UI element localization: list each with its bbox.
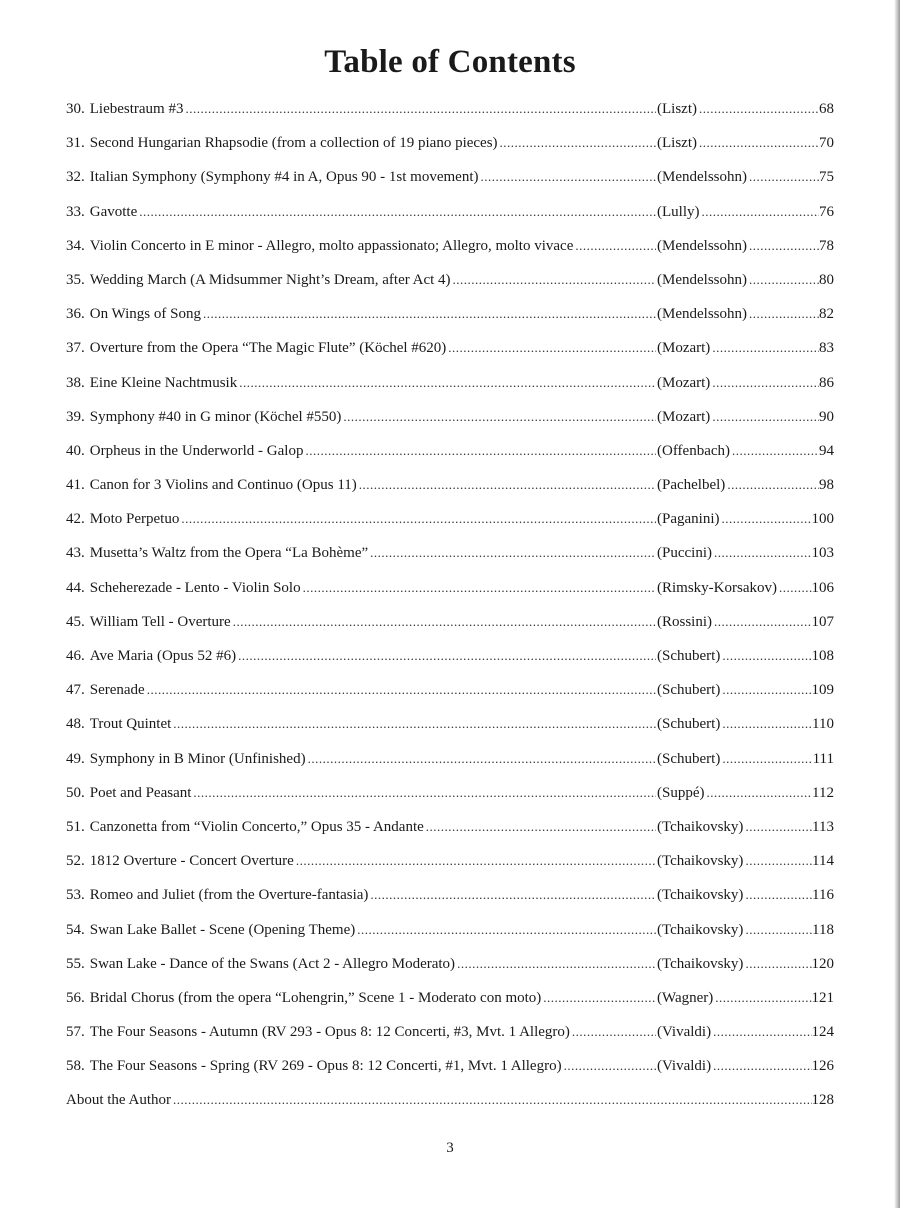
toc-entry-page: 107 — [811, 613, 834, 630]
toc-entry-page: 126 — [811, 1058, 834, 1075]
toc-entry-title-segment — [66, 475, 656, 495]
dot-leader — [745, 851, 812, 871]
toc-entry-number: 54. — [66, 921, 85, 938]
toc-entry-composer: (Liszt) — [657, 135, 697, 152]
toc-entry-title: Canon for 3 Violins and Continuo (Opus 11) — [89, 477, 357, 494]
toc-entry-title-segment — [66, 612, 656, 632]
toc-entry-composer-segment — [656, 1022, 834, 1042]
toc-entry-number: 57. — [66, 1024, 85, 1041]
toc-entry-page: 94 — [819, 442, 834, 459]
toc-entry-number: 50. — [66, 784, 85, 801]
toc-entry-composer-segment — [656, 1056, 834, 1076]
toc-entry-composer: (Mendelssohn) — [657, 271, 747, 288]
dot-leader — [203, 304, 656, 324]
toc-entry-number: 42. — [66, 511, 85, 528]
toc-entry-page: 106 — [811, 579, 834, 596]
toc-entry — [66, 851, 834, 885]
dot-leader — [181, 509, 656, 529]
toc-entry-number: 40. — [66, 442, 85, 459]
toc-entry-composer-segment — [656, 988, 834, 1008]
toc-entry-title: Bridal Chorus (from the opera “Lohengrin,” Scene 1 - Moderato con moto) — [89, 989, 542, 1006]
toc-entry-title-segment — [66, 202, 656, 222]
toc-entry-page: 112 — [812, 784, 834, 801]
dot-leader — [749, 270, 819, 290]
toc-entry-page: 121 — [811, 989, 834, 1006]
toc-entry-composer-segment — [656, 714, 834, 734]
toc-entry-title-segment — [66, 646, 656, 666]
table-of-contents — [66, 99, 834, 1125]
toc-entry — [66, 954, 834, 988]
toc-entry-number: 53. — [66, 887, 85, 904]
toc-entry-title-segment — [66, 509, 656, 529]
toc-entry-page: 111 — [812, 750, 834, 767]
dot-leader — [749, 236, 819, 256]
toc-entry-page: 70 — [819, 135, 834, 152]
toc-entry-composer-segment — [656, 270, 834, 290]
toc-entry-composer-segment — [656, 920, 834, 940]
toc-entry-composer: (Tchaikovsky) — [657, 955, 744, 972]
dot-leader — [745, 954, 811, 974]
toc-entry-composer: (Schubert) — [657, 682, 721, 699]
dot-leader — [721, 509, 811, 529]
toc-entry-title: Symphony in B Minor (Unfinished) — [89, 750, 306, 767]
toc-entry-number: 52. — [66, 853, 85, 870]
toc-entry-page: 103 — [811, 545, 834, 562]
toc-entry-composer: (Suppé) — [657, 784, 705, 801]
dot-leader — [370, 885, 656, 905]
toc-entry-title: Romeo and Juliet (from the Overture-fantasia) — [89, 887, 369, 904]
toc-entry — [66, 578, 834, 612]
toc-entry-title: Canzonetta from “Violin Concerto,” Opus 35 - Andante — [89, 818, 424, 835]
toc-entry-page: 98 — [819, 477, 834, 494]
toc-entry-page: 120 — [811, 955, 834, 972]
toc-entry-page: 113 — [812, 818, 834, 835]
toc-entry-title-segment — [66, 920, 656, 940]
dot-leader — [359, 475, 656, 495]
toc-entry-composer: (Mozart) — [657, 340, 711, 357]
toc-entry-page: 110 — [812, 716, 834, 733]
dot-leader — [343, 407, 656, 427]
dot-leader — [722, 749, 812, 769]
toc-entry-composer-segment — [656, 509, 834, 529]
toc-entry-page: 116 — [812, 887, 834, 904]
toc-entry-title-segment — [66, 1056, 656, 1076]
dot-leader — [779, 578, 812, 598]
toc-entry-title-segment — [66, 1022, 656, 1042]
page-number: 3 — [446, 1140, 454, 1156]
dot-leader — [564, 1056, 656, 1076]
toc-entry-page: 108 — [811, 648, 834, 664]
toc-entry-composer: (Mendelssohn) — [657, 237, 747, 254]
dot-leader — [448, 338, 656, 358]
toc-entry-number: 46. — [66, 648, 85, 664]
toc-entry-title: Liebestraum #3 — [89, 101, 184, 117]
dot-leader — [722, 714, 812, 734]
dot-leader — [732, 441, 819, 461]
toc-entry-page: 76 — [819, 203, 834, 220]
toc-entry-page: 114 — [812, 853, 834, 870]
toc-entry-title-segment — [66, 133, 656, 153]
toc-entry-number: 33. — [66, 203, 85, 220]
toc-entry-composer: (Tchaikovsky) — [657, 921, 744, 938]
dot-leader — [702, 202, 820, 222]
toc-entry-composer: (Lully) — [657, 203, 700, 220]
toc-entry-composer: (Rimsky-Korsakov) — [657, 579, 777, 596]
toc-entry-title: Moto Perpetuo — [89, 511, 180, 528]
toc-entry — [66, 646, 834, 680]
dot-leader — [303, 578, 656, 598]
toc-entry-composer: (Schubert) — [657, 750, 721, 767]
toc-entry-page: 80 — [819, 271, 834, 288]
toc-entry-composer: (Puccini) — [657, 545, 712, 562]
toc-entry-number: 47. — [66, 682, 85, 699]
toc-entry — [66, 543, 834, 577]
toc-entry-title: Gavotte — [89, 203, 138, 220]
toc-entry-composer-segment — [656, 646, 834, 666]
toc-entry-number: 43. — [66, 545, 85, 562]
toc-entry-title-segment — [66, 441, 656, 461]
toc-entry-title-segment — [66, 304, 656, 324]
toc-entry-page: 118 — [812, 921, 834, 938]
toc-entry-title-segment — [66, 817, 656, 837]
toc-entry-title-segment — [66, 680, 656, 700]
dot-leader — [426, 817, 656, 837]
toc-entry-composer-segment — [656, 851, 834, 871]
toc-entry — [66, 202, 834, 236]
dot-leader — [715, 988, 811, 1008]
toc-entry-title: Ave Maria (Opus 52 #6) — [89, 648, 237, 664]
toc-entry-title: Swan Lake - Dance of the Swans (Act 2 - Allegro Moderato) — [89, 955, 456, 972]
toc-entry — [66, 714, 834, 748]
toc-entry-composer-segment — [656, 817, 834, 837]
toc-entry-title: Eine Kleine Nachtmusik — [89, 374, 238, 391]
toc-entry-number: 31. — [66, 135, 85, 152]
toc-entry-title-segment — [66, 407, 656, 427]
toc-entry-number: 36. — [66, 306, 85, 323]
toc-entry-number: 45. — [66, 613, 85, 630]
dot-leader — [500, 133, 656, 153]
dot-leader — [233, 612, 656, 632]
toc-entry-composer-segment — [656, 954, 834, 974]
toc-entry-composer: (Pachelbel) — [657, 477, 726, 494]
toc-entry-title-segment — [66, 373, 656, 393]
toc-entry — [66, 236, 834, 270]
toc-entry-page: 100 — [811, 511, 834, 528]
toc-entry-about — [66, 1090, 834, 1124]
dot-leader — [745, 885, 812, 905]
toc-entry-composer-segment — [656, 475, 834, 495]
toc-entry-composer-segment — [656, 99, 834, 119]
toc-entry-title: Musetta’s Waltz from the Opera “La Bohème” — [89, 545, 369, 562]
dot-leader — [722, 646, 811, 666]
dot-leader — [357, 920, 656, 940]
toc-entry-title: 1812 Overture - Concert Overture — [89, 853, 294, 870]
dot-leader — [308, 749, 656, 769]
toc-entry-composer-segment — [656, 543, 834, 563]
dot-leader — [173, 714, 656, 734]
toc-entry-page: 124 — [811, 1024, 834, 1041]
toc-entry — [66, 304, 834, 338]
toc-entry-title: Italian Symphony (Symphony #4 in A, Opus 90 - 1st movement) — [89, 169, 479, 186]
toc-entry-title: The Four Seasons - Spring (RV 269 - Opus 8: 12 Concerti, #1, Mvt. 1 Allegro) — [89, 1058, 562, 1075]
dot-leader — [575, 236, 656, 256]
dot-leader — [457, 954, 656, 974]
toc-entry-composer-segment — [656, 373, 834, 393]
toc-entry-title: The Four Seasons - Autumn (RV 293 - Opus 8: 12 Concerti, #3, Mvt. 1 Allegro) — [89, 1024, 570, 1041]
toc-entry — [66, 475, 834, 509]
toc-entry-composer-segment — [656, 749, 834, 769]
toc-entry-title: Trout Quintet — [89, 716, 172, 733]
dot-leader — [749, 304, 819, 324]
toc-entry-number: 35. — [66, 271, 85, 288]
toc-entry-title-segment — [66, 270, 656, 290]
toc-entry-composer: (Vivaldi) — [657, 1024, 712, 1041]
toc-entry-page: 78 — [819, 237, 834, 254]
toc-entry-composer-segment — [656, 304, 834, 324]
toc-entry-page: 75 — [819, 169, 834, 186]
toc-entry-composer: (Mozart) — [657, 408, 711, 425]
toc-entry-number: 58. — [66, 1058, 85, 1075]
toc-entry-title-segment — [66, 543, 656, 563]
dot-leader — [722, 680, 811, 700]
dot-leader — [745, 817, 812, 837]
toc-entry-composer-segment — [656, 236, 834, 256]
toc-entry — [66, 441, 834, 475]
toc-entry-page: 90 — [819, 408, 834, 425]
toc-entry-title: Symphony #40 in G minor (Köchel #550) — [89, 408, 342, 425]
toc-entry-title: On Wings of Song — [89, 306, 201, 323]
dot-leader — [699, 99, 819, 119]
dot-leader — [173, 1090, 812, 1110]
dot-leader — [713, 1056, 811, 1076]
toc-entry-composer-segment — [656, 578, 834, 598]
dot-leader — [727, 475, 819, 495]
toc-entry — [66, 99, 834, 133]
toc-entry-page: 86 — [819, 374, 834, 391]
toc-entry-title-segment — [66, 851, 656, 871]
toc-entry — [66, 167, 834, 201]
toc-entry-composer: (Schubert) — [657, 648, 721, 664]
toc-entry-title: Swan Lake Ballet - Scene (Opening Theme) — [89, 921, 356, 938]
toc-entry — [66, 133, 834, 167]
toc-entry — [66, 612, 834, 646]
toc-entry-composer: (Paganini) — [657, 511, 720, 528]
dot-leader — [707, 783, 813, 803]
toc-entry-title: Second Hungarian Rhapsodie (from a collection of 19 piano pieces) — [89, 135, 498, 152]
toc-entry-composer: (Wagner) — [657, 989, 714, 1006]
toc-entry-page: 109 — [811, 682, 834, 699]
toc-entry-composer-segment — [656, 338, 834, 358]
toc-entry-title-segment — [66, 167, 656, 187]
toc-entry-title: Orpheus in the Underworld - Galop — [89, 442, 304, 459]
dot-leader — [193, 783, 656, 803]
toc-entry-composer-segment — [656, 612, 834, 632]
toc-entry-composer-segment — [656, 133, 834, 153]
toc-entry-title-segment — [66, 578, 656, 598]
toc-entry-number: 30. — [66, 101, 85, 117]
toc-entry-composer: (Mendelssohn) — [657, 169, 747, 186]
toc-entry-composer: (Vivaldi) — [657, 1058, 712, 1075]
dot-leader — [370, 543, 656, 563]
toc-entry-number: 41. — [66, 477, 85, 494]
toc-entry-title-segment — [66, 338, 656, 358]
toc-entry — [66, 783, 834, 817]
toc-entry-page: 68 — [819, 101, 834, 117]
toc-entry-composer: (Rossini) — [657, 613, 713, 630]
toc-entry-title-segment — [66, 749, 656, 769]
toc-entry-composer-segment — [656, 783, 834, 803]
toc-entry-composer: (Tchaikovsky) — [657, 887, 744, 904]
dot-leader — [713, 1022, 811, 1042]
dot-leader — [305, 441, 656, 461]
toc-entry-number: 49. — [66, 750, 85, 767]
dot-leader — [712, 373, 819, 393]
toc-entry — [66, 407, 834, 441]
toc-entry-title: William Tell - Overture — [89, 613, 231, 630]
dot-leader — [745, 920, 812, 940]
dot-leader — [239, 373, 656, 393]
dot-leader — [699, 133, 819, 153]
dot-leader — [543, 988, 656, 1008]
toc-entry-composer: (Tchaikovsky) — [657, 818, 744, 835]
dot-leader — [480, 167, 656, 187]
toc-entry — [66, 988, 834, 1022]
toc-entry-title-segment — [66, 236, 656, 256]
dot-leader — [712, 407, 819, 427]
toc-entry — [66, 817, 834, 851]
toc-entry-number: 48. — [66, 716, 85, 733]
toc-entry — [66, 885, 834, 919]
toc-entry-title: Poet and Peasant — [89, 784, 192, 801]
toc-entry-number: 39. — [66, 408, 85, 425]
toc-entry-composer-segment — [656, 680, 834, 700]
dot-leader — [453, 270, 656, 290]
toc-entry-number: 56. — [66, 989, 85, 1006]
toc-entry-title-segment — [66, 99, 656, 119]
toc-entry-title-segment — [66, 885, 656, 905]
dot-leader — [572, 1022, 656, 1042]
dot-leader — [139, 202, 656, 222]
toc-entry-title: Violin Concerto in E minor - Allegro, molto appassionato; Allegro, molto vivace — [89, 237, 574, 254]
toc-entry-title: Overture from the Opera “The Magic Flute” (Köchel #620) — [89, 340, 447, 357]
dot-leader — [714, 543, 812, 563]
toc-entry-composer-segment — [656, 407, 834, 427]
dot-leader — [296, 851, 656, 871]
toc-entry-number: 38. — [66, 374, 85, 391]
toc-entry-composer: (Mozart) — [657, 374, 711, 391]
toc-entry — [66, 1056, 834, 1090]
toc-entry-composer: (Offenbach) — [657, 442, 731, 459]
toc-entry — [66, 373, 834, 407]
dot-leader — [238, 646, 656, 666]
toc-entry-composer: (Tchaikovsky) — [657, 853, 744, 870]
dot-leader — [147, 680, 656, 700]
toc-entry-composer-segment — [656, 167, 834, 187]
dot-leader — [185, 99, 656, 119]
toc-entry-composer-segment — [656, 202, 834, 222]
toc-entry-number: 34. — [66, 237, 85, 254]
toc-entry — [66, 749, 834, 783]
toc-entry-composer-segment — [656, 885, 834, 905]
toc-entry-number: 51. — [66, 818, 85, 835]
toc-entry-number: 44. — [66, 579, 85, 596]
toc-entry — [66, 338, 834, 372]
toc-entry — [66, 509, 834, 543]
dot-leader — [749, 167, 819, 187]
toc-entry-number: 55. — [66, 955, 85, 972]
page-title: Table of Contents — [324, 44, 576, 80]
toc-entry-page: 82 — [819, 306, 834, 323]
toc-entry-title: Serenade — [89, 682, 145, 699]
about-author-title: About the Author — [66, 1092, 171, 1109]
toc-entry-title-segment — [66, 988, 656, 1008]
toc-entry-title: Wedding March (A Midsummer Night’s Dream, after Act 4) — [89, 271, 451, 288]
toc-entry-page: 83 — [819, 340, 834, 357]
about-author-page: 128 — [811, 1092, 834, 1109]
toc-entry — [66, 270, 834, 304]
toc-entry-title-segment — [66, 714, 656, 734]
toc-entry-number: 32. — [66, 169, 85, 186]
toc-entry-title-segment — [66, 783, 656, 803]
toc-entry-number: 37. — [66, 340, 85, 357]
dot-leader — [712, 338, 819, 358]
toc-entry — [66, 680, 834, 714]
toc-entry — [66, 920, 834, 954]
toc-entry-title-segment — [66, 1090, 812, 1110]
toc-entry-title: Scheherezade - Lento - Violin Solo — [89, 579, 301, 596]
toc-entry-composer: (Mendelssohn) — [657, 306, 747, 323]
toc-entry-composer: (Liszt) — [657, 101, 697, 117]
toc-entry — [66, 1022, 834, 1056]
dot-leader — [714, 612, 811, 632]
toc-entry-composer-segment — [656, 441, 834, 461]
toc-entry-composer: (Schubert) — [657, 716, 721, 733]
toc-entry-title-segment — [66, 954, 656, 974]
